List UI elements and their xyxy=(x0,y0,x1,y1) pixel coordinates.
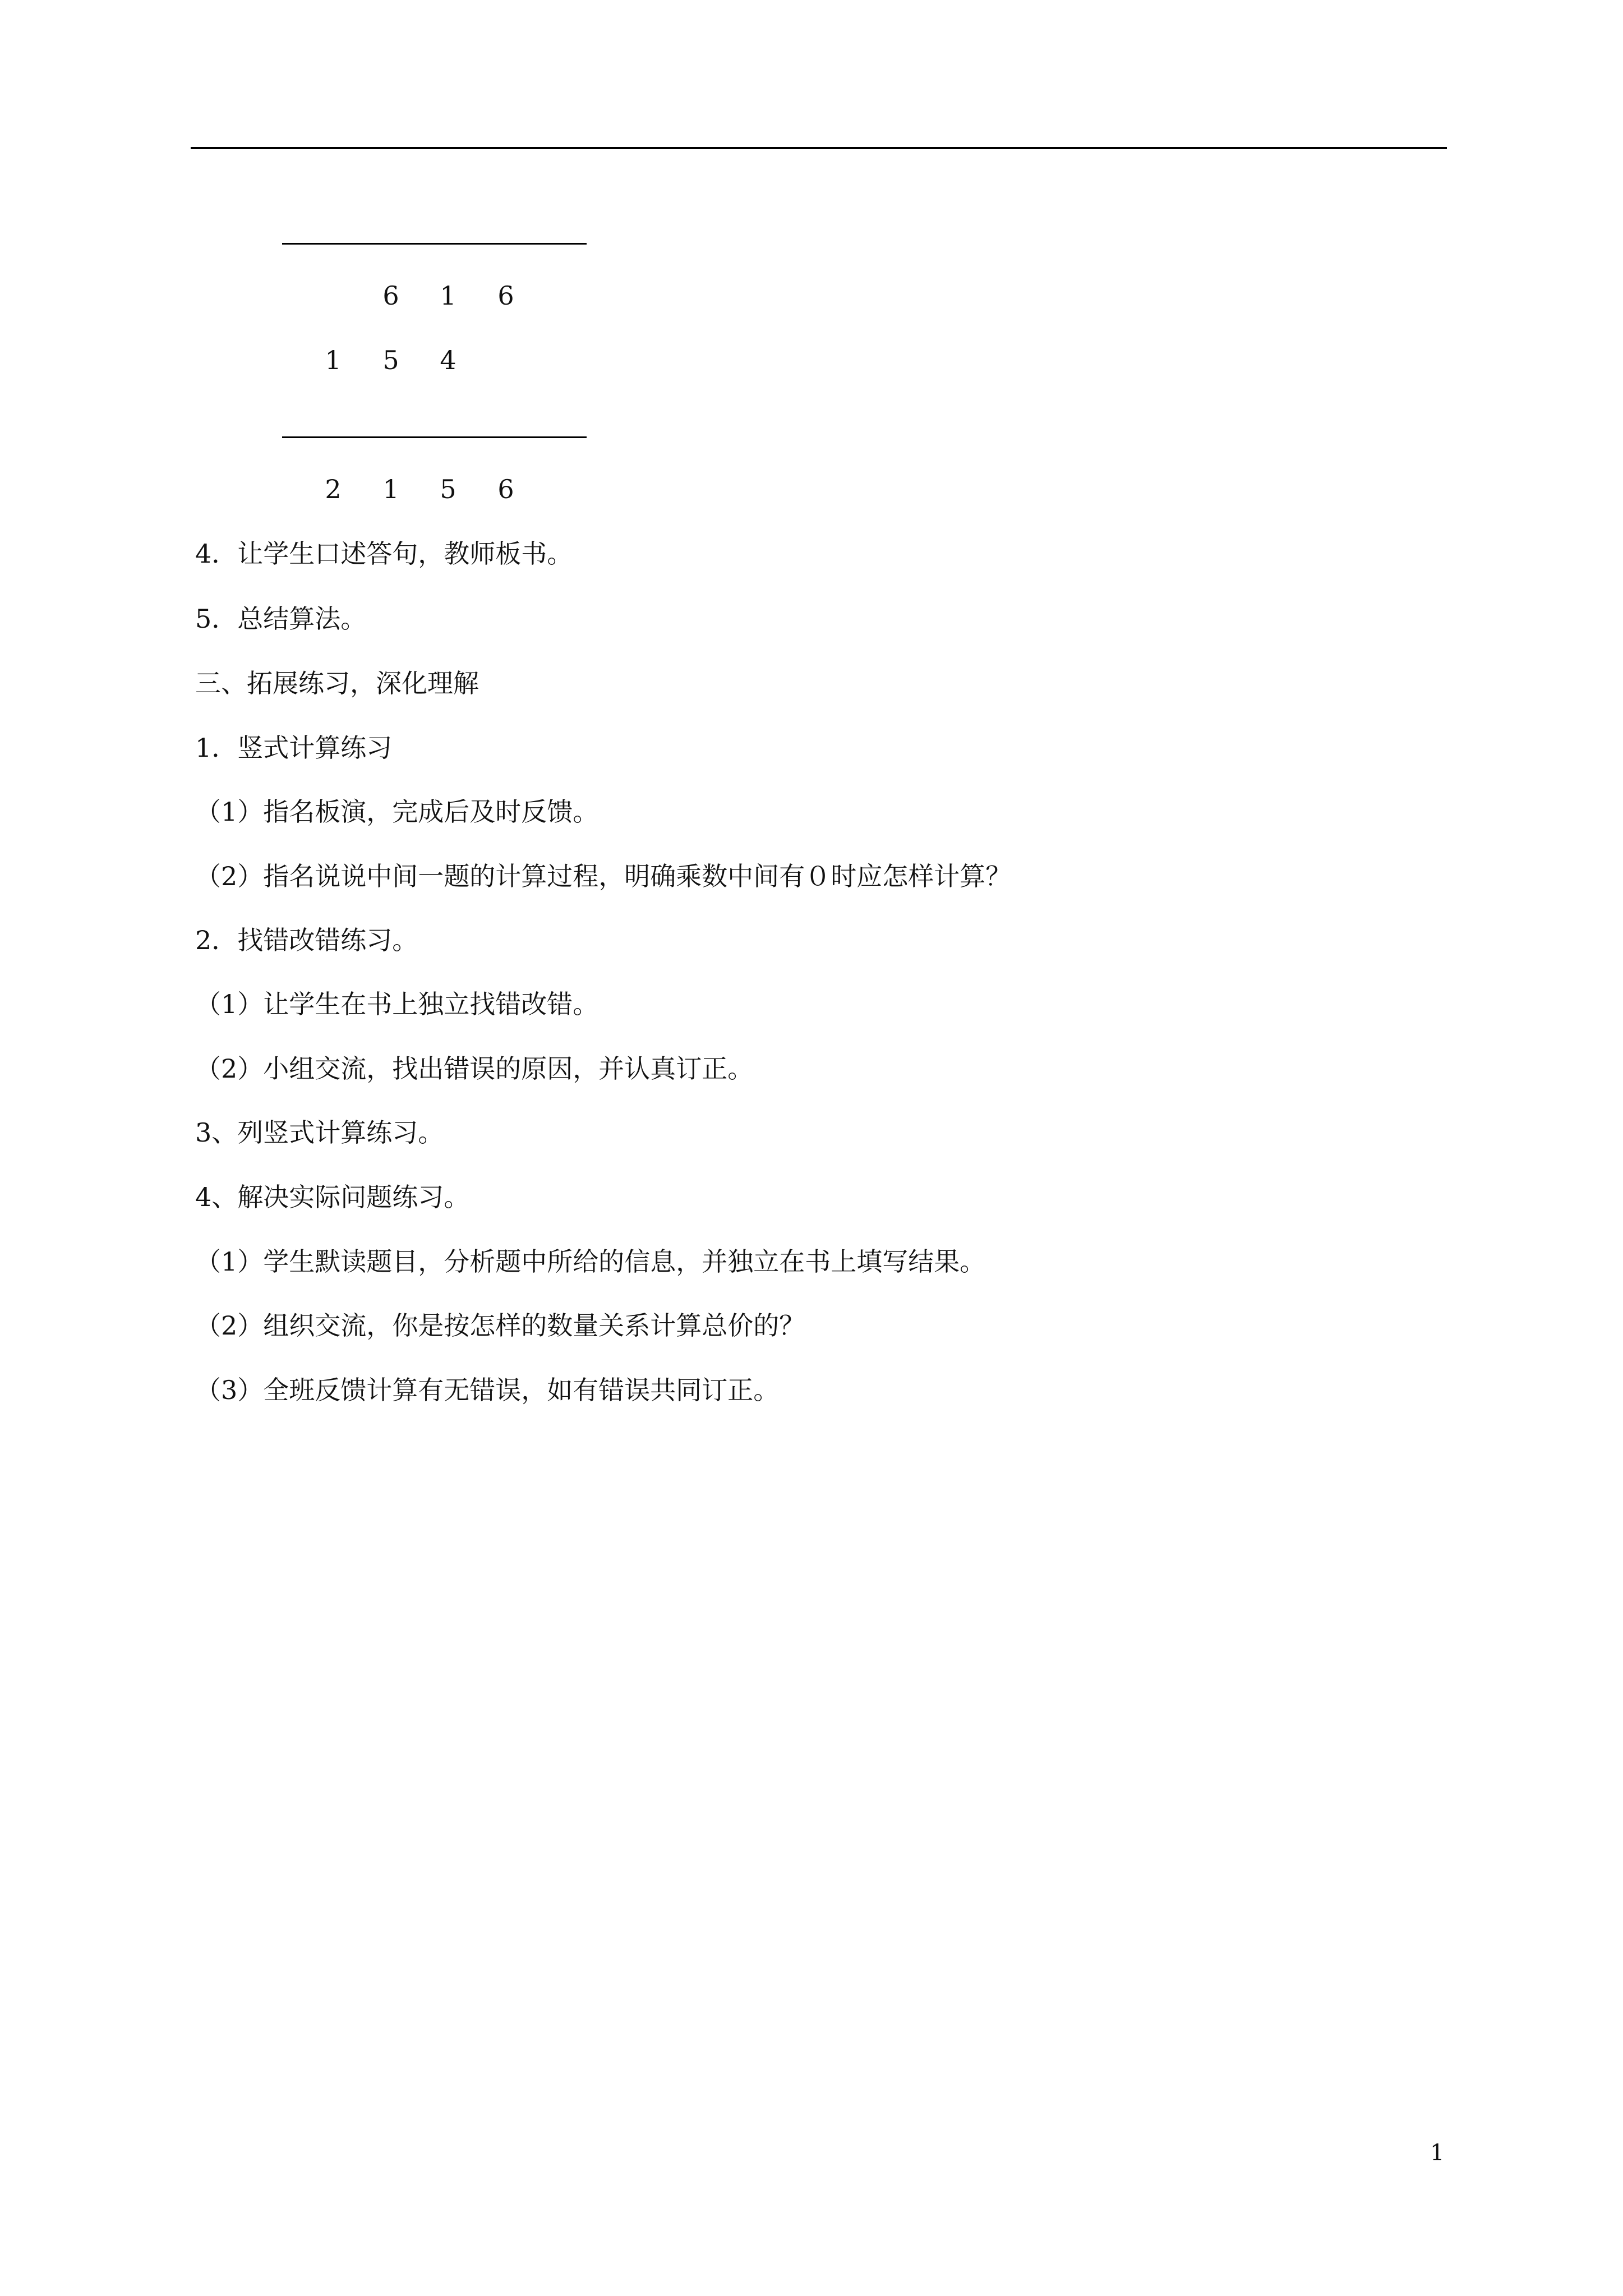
header-rule xyxy=(191,147,1447,149)
calc-result-digit: 1 xyxy=(382,474,399,504)
calculation-result-rule xyxy=(282,436,587,438)
text-line: （2）指名说说中间一题的计算过程，明确乘数中间有０时应怎样计算？ xyxy=(195,861,1012,891)
section-heading: 三、拓展练习，深化理解 xyxy=(195,668,479,698)
calc-digit: 1 xyxy=(325,345,342,375)
text-line: （3）全班反馈计算有无错误，如有错误共同订正。 xyxy=(195,1375,780,1405)
text-line: 5．总结算法。 xyxy=(195,604,367,634)
calc-result-digit: 6 xyxy=(497,474,514,504)
text-line: （2）小组交流，找出错误的原因，并认真订正。 xyxy=(195,1053,754,1084)
text-line: 3、列竖式计算练习。 xyxy=(195,1117,444,1148)
text-line: 1．竖式计算练习 xyxy=(195,733,393,763)
calc-result-digit: 2 xyxy=(325,474,342,504)
calc-result-digit: 5 xyxy=(440,474,457,504)
calc-digit: 6 xyxy=(382,280,399,311)
text-line: （1）指名板演，完成后及时反馈。 xyxy=(195,797,599,827)
text-line: 4、解决实际问题练习。 xyxy=(195,1182,470,1212)
calc-digit: 6 xyxy=(497,280,514,311)
calc-digit: 1 xyxy=(440,280,457,311)
text-line: （2）组织交流，你是按怎样的数量关系计算总价的？ xyxy=(195,1310,805,1341)
text-line: （1）学生默读题目，分析题中所给的信息，并独立在书上填写结果。 xyxy=(195,1246,986,1277)
calc-digit: 4 xyxy=(440,345,457,375)
text-line: （1）让学生在书上独立找错改错。 xyxy=(195,989,599,1019)
text-line: 4．让学生口述答句，教师板书。 xyxy=(195,539,573,569)
calc-digit: 5 xyxy=(382,345,399,375)
text-line: 2．找错改错练习。 xyxy=(195,925,418,955)
calculation-top-rule xyxy=(282,243,587,245)
page-number: 1 xyxy=(1430,2140,1445,2166)
